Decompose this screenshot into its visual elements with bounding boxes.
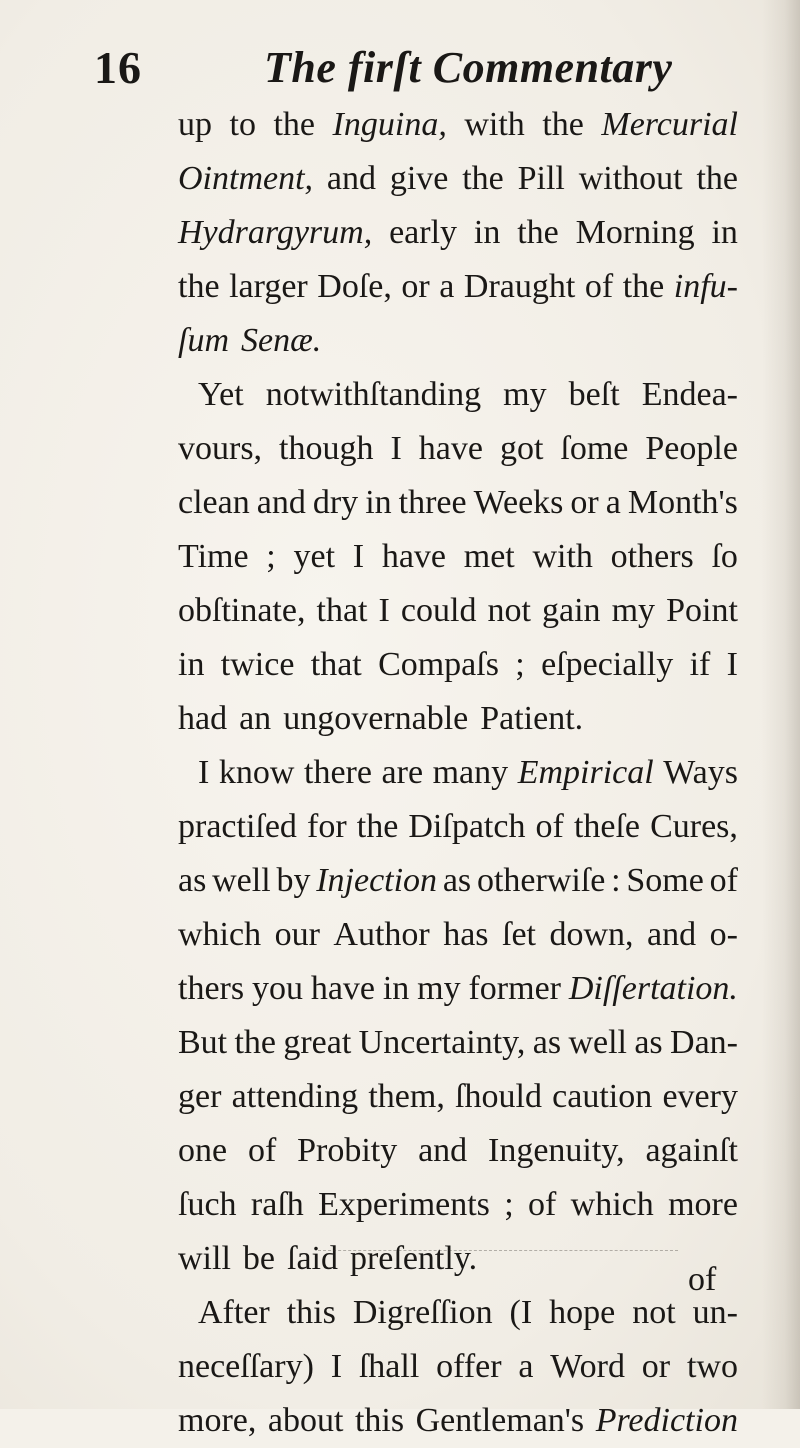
word: two	[686, 1348, 738, 1385]
word: of	[584, 268, 614, 305]
word: clean	[178, 484, 250, 521]
word: had	[178, 700, 228, 737]
word: you	[251, 970, 303, 1007]
word: Probity	[297, 1132, 398, 1169]
word: After	[198, 1294, 270, 1331]
word: in	[711, 214, 738, 251]
word: gain	[542, 592, 601, 629]
text-line	[178, 854, 738, 908]
word: many	[432, 754, 509, 791]
word: every	[662, 1078, 738, 1115]
word: down,	[549, 916, 634, 953]
word: vours,	[178, 430, 263, 467]
text-line	[178, 692, 738, 746]
word: I	[726, 646, 738, 683]
word: Senæ.	[241, 322, 322, 359]
text-line	[178, 1286, 738, 1340]
word: of	[535, 808, 564, 845]
word: as	[532, 1024, 562, 1061]
word: obſtinate,	[178, 592, 306, 629]
word: others	[610, 538, 694, 575]
word: Digreſſion	[352, 1294, 493, 1331]
word: great	[283, 1024, 352, 1061]
word: thers	[178, 970, 245, 1007]
page-number: 16	[94, 42, 142, 93]
word: dry	[312, 484, 359, 521]
word: three	[398, 484, 467, 521]
body-text	[178, 98, 738, 1448]
word: a	[439, 268, 455, 305]
word: infu-	[673, 268, 738, 305]
word: by	[276, 862, 311, 899]
text-line	[178, 638, 738, 692]
word: a	[518, 1348, 534, 1385]
word: ſaid	[287, 1240, 338, 1277]
word: ſum	[178, 322, 229, 359]
catchword: of	[688, 1261, 717, 1298]
word: an	[239, 700, 272, 737]
word: I	[390, 430, 402, 467]
word: o-	[709, 916, 738, 953]
text-line	[178, 368, 738, 422]
word: preſently.	[349, 1240, 478, 1277]
word: Yet	[198, 376, 244, 413]
word: ſome	[560, 430, 629, 467]
text-line	[178, 152, 738, 206]
word: ungovernable	[283, 700, 469, 737]
word: Uncertainty,	[358, 1024, 526, 1061]
word: or	[401, 268, 430, 305]
word: Morning	[575, 214, 695, 251]
word: know	[218, 754, 295, 791]
word: Compaſs	[378, 646, 499, 683]
word: Ointment,	[178, 160, 314, 197]
word: Time	[178, 538, 249, 575]
word: Empirical	[517, 754, 654, 791]
word: theſe	[573, 808, 641, 845]
word: practiſed	[178, 808, 297, 845]
word: could	[400, 592, 477, 629]
word: not	[487, 592, 531, 629]
word: ſo	[711, 538, 738, 575]
word: ſhould	[455, 1078, 542, 1115]
word: :	[611, 862, 621, 899]
text-line	[178, 746, 738, 800]
word: neceſſary)	[178, 1348, 314, 1385]
word: which	[570, 1186, 654, 1223]
word: ſhall	[358, 1348, 420, 1385]
word: or	[570, 484, 599, 521]
word: the	[542, 106, 584, 143]
text-line	[178, 1124, 738, 1178]
word: my	[611, 592, 656, 629]
word: about	[267, 1402, 344, 1439]
running-title: The firſt Commentary	[264, 43, 673, 92]
word: Hydrargyrum,	[178, 214, 373, 251]
word: Patient.	[480, 700, 584, 737]
word: Mercurial	[601, 106, 738, 143]
word: ;	[515, 646, 525, 683]
word: as	[634, 1024, 663, 1061]
text-line	[178, 1178, 738, 1232]
word: more	[668, 1186, 738, 1223]
word: them,	[368, 1078, 445, 1115]
word: Injection	[316, 862, 438, 899]
word: the	[462, 160, 504, 197]
word: a	[605, 484, 621, 521]
word: got	[499, 430, 544, 467]
word: former	[468, 970, 561, 1007]
word: ;	[504, 1186, 514, 1223]
word: of	[709, 862, 738, 899]
word: of	[247, 1132, 277, 1169]
word: the	[178, 268, 220, 305]
word: the	[273, 106, 316, 143]
text-line	[178, 1340, 738, 1394]
word: in	[178, 646, 205, 683]
word: Pill	[517, 160, 565, 197]
text-line	[178, 1070, 738, 1124]
word: un-	[692, 1294, 738, 1331]
word: early	[389, 214, 458, 251]
word: and	[647, 916, 697, 953]
word: I	[198, 754, 210, 791]
word: People	[645, 430, 738, 467]
word: in	[365, 484, 392, 521]
word: Author	[333, 916, 430, 953]
word: have	[418, 430, 483, 467]
word: Prediction	[595, 1402, 738, 1439]
word: Point	[666, 592, 738, 629]
text-line	[178, 260, 738, 314]
word: Weeks	[473, 484, 564, 521]
word: ger	[178, 1078, 222, 1115]
word: Inguina,	[332, 106, 447, 143]
word: ;	[266, 538, 276, 575]
word: (I	[509, 1294, 533, 1331]
word: not	[632, 1294, 676, 1331]
word: the	[517, 214, 559, 251]
word: are	[381, 754, 424, 791]
word: be	[242, 1240, 275, 1277]
decorative-rule	[318, 1250, 678, 1253]
word: up	[178, 106, 212, 143]
word: hope	[549, 1294, 616, 1331]
word: my	[417, 970, 461, 1007]
text-line	[178, 476, 738, 530]
word: I	[352, 538, 365, 575]
text-line	[178, 908, 738, 962]
word: well	[212, 862, 271, 899]
word: this	[286, 1294, 336, 1331]
text-line	[178, 584, 738, 638]
word: give	[389, 160, 449, 197]
word: Gentleman's	[415, 1402, 585, 1439]
word: yet	[293, 538, 336, 575]
word: and	[326, 160, 376, 197]
word: But	[178, 1024, 228, 1061]
word: with	[532, 538, 593, 575]
word: caution	[552, 1078, 653, 1115]
word: if	[689, 646, 711, 683]
word: Month's	[627, 484, 738, 521]
word: attending	[231, 1078, 359, 1115]
word: Draught	[463, 268, 576, 305]
word: Ways	[663, 754, 738, 791]
text-line	[178, 962, 738, 1016]
word: otherwiſe	[476, 862, 606, 899]
word: ſet	[502, 916, 536, 953]
word: raſh	[250, 1186, 304, 1223]
word: which	[178, 916, 262, 953]
word: eſpecially	[541, 646, 674, 683]
word: to	[229, 106, 256, 143]
word: my	[503, 376, 547, 413]
word: though	[279, 430, 374, 467]
word: met	[463, 538, 515, 575]
word: Ingenuity,	[488, 1132, 625, 1169]
text-line	[178, 314, 738, 368]
word: againſt	[645, 1132, 738, 1169]
word: more,	[178, 1402, 257, 1439]
word: as	[442, 862, 472, 899]
text-line	[178, 530, 738, 584]
word: larger	[229, 268, 308, 305]
word: in	[382, 970, 410, 1007]
word: Word	[550, 1348, 625, 1385]
word: the	[696, 160, 738, 197]
word: ſuch	[178, 1186, 237, 1223]
word: has	[443, 916, 489, 953]
text-line	[178, 98, 738, 152]
word: one	[178, 1132, 228, 1169]
word: notwithſtanding	[265, 376, 482, 413]
word: beſt	[568, 376, 620, 413]
text-line	[178, 206, 738, 260]
word: Endea-	[641, 376, 738, 413]
word: Experiments	[318, 1186, 490, 1223]
word: in	[473, 214, 501, 251]
word: this	[354, 1402, 405, 1439]
text-line	[178, 1394, 738, 1448]
word: of	[528, 1186, 557, 1223]
word: have	[381, 538, 447, 575]
word: or	[641, 1348, 671, 1385]
word: twice	[220, 646, 295, 683]
word: Diſſertation.	[568, 970, 738, 1007]
word: and	[256, 484, 306, 521]
word: as	[178, 862, 207, 899]
text-line	[178, 1232, 738, 1286]
word: there	[304, 754, 372, 791]
word: Diſpatch	[408, 808, 526, 845]
word: and	[418, 1132, 468, 1169]
word: Cures,	[650, 808, 738, 845]
word: for	[307, 808, 347, 845]
word: Dan-	[670, 1024, 738, 1061]
word: I	[378, 592, 390, 629]
word: Some	[626, 862, 704, 899]
word: offer	[436, 1348, 502, 1385]
text-line	[178, 1016, 738, 1070]
word: the	[234, 1024, 277, 1061]
word: have	[310, 970, 375, 1007]
word: will	[178, 1240, 231, 1277]
text-line	[178, 422, 738, 476]
word: with	[464, 106, 525, 143]
word: without	[578, 160, 683, 197]
word: well	[568, 1024, 627, 1061]
word: I	[330, 1348, 343, 1385]
word: the	[356, 808, 399, 845]
word: the	[622, 268, 665, 305]
word: that	[316, 592, 368, 629]
page-header	[94, 38, 734, 98]
word: that	[310, 646, 362, 683]
text-line	[178, 800, 738, 854]
word: our	[274, 916, 320, 953]
word: Doſe,	[317, 268, 392, 305]
page-edge-shadow	[762, 0, 800, 1409]
